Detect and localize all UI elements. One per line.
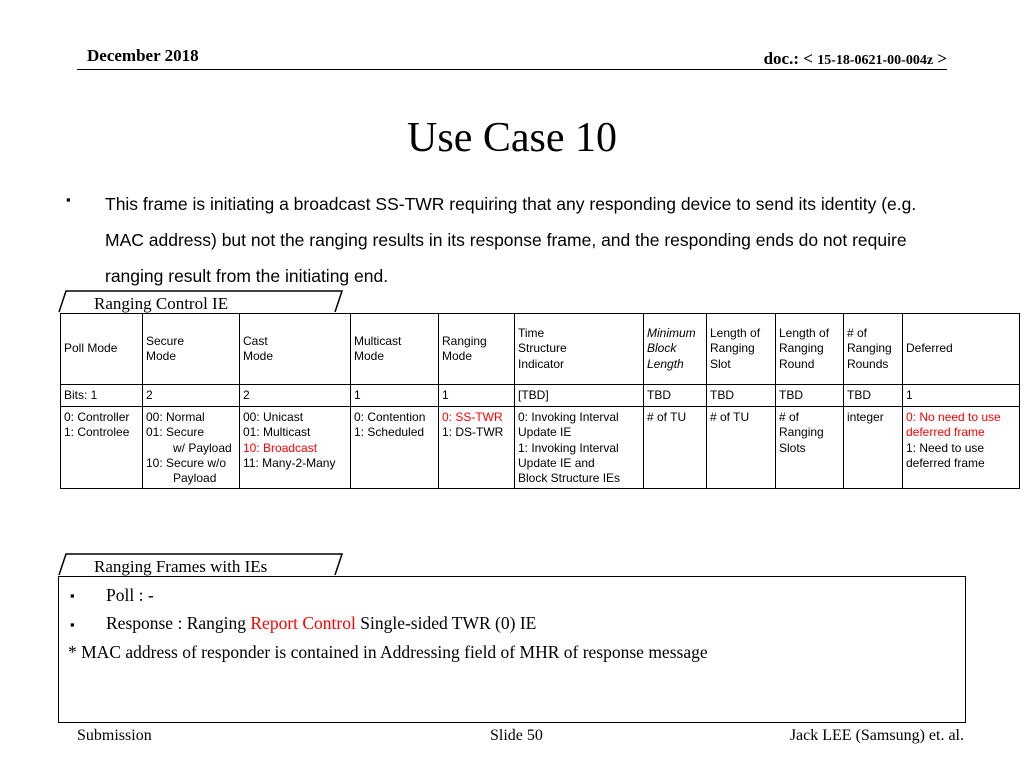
val-time-structure: 0: Invoking Interval Update IE 1: Invoking Interval Update IE and Block Structure IEs xyxy=(515,407,644,489)
doc-suffix: > xyxy=(937,49,947,68)
bullet-square-icon: ▪ xyxy=(70,617,75,632)
mac-note: * MAC address of responder is contained in Addressing field of MHR of response message xyxy=(68,642,708,662)
ranging-frames-tab xyxy=(58,553,348,576)
col-length-ranging-round: Length of Ranging Round xyxy=(776,314,844,385)
ranging-frames-label: Ranging Frames with IEs xyxy=(94,557,268,576)
footer-author: Jack LEE (Samsung) et. al. xyxy=(789,727,964,744)
bullet-square-icon: ▪ xyxy=(66,192,71,207)
bits-cell: TBD xyxy=(644,385,707,407)
response-line: Response : Ranging Report Control Single-sided TWR (0) IE xyxy=(106,613,537,633)
header-row xyxy=(61,314,1020,385)
header-doc-id xyxy=(764,49,947,69)
col-length-ranging-slot: Length of Ranging Slot xyxy=(707,314,776,385)
val-length-ranging-round: # of Ranging Slots xyxy=(776,407,844,489)
val-ranging-mode: 0: SS-TWR 1: DS-TWR xyxy=(439,407,515,489)
val-deferred: 0: No need to use deferred frame 1: Need to use deferred frame xyxy=(903,407,1020,489)
bits-cell: TBD xyxy=(776,385,844,407)
val-secure-mode: 00: Normal 01: Secure w/ Payload 10: Secure w/o Payload xyxy=(143,407,240,489)
bits-cell: TBD xyxy=(844,385,903,407)
ranging-control-ie-label: Ranging Control IE xyxy=(94,294,229,313)
bits-cell: TBD xyxy=(707,385,776,407)
intro-bullet xyxy=(66,186,946,294)
col-secure-mode: Secure Mode xyxy=(143,314,240,385)
header-date: December 2018 xyxy=(87,46,199,65)
bits-row xyxy=(61,385,1020,407)
val-multicast-mode: 0: Contention 1: Scheduled xyxy=(351,407,439,489)
doc-number: 15-18-0621-00-004z xyxy=(817,53,934,68)
ranging-frames-box xyxy=(58,576,966,723)
doc-label: doc.: < xyxy=(763,49,813,68)
val-num-ranging-rounds: integer xyxy=(844,407,903,489)
bits-cell: 1 xyxy=(903,385,1020,407)
col-deferred: Deferred xyxy=(903,314,1020,385)
intro-text: This frame is initiating a broadcast SS-TWR requiring that any responding device to send its identity (e.g. MAC address) but not the ranging results in its response frame, and the responding ends do not require ranging result from the initiating end. xyxy=(105,194,917,286)
col-num-ranging-rounds: # of Ranging Rounds xyxy=(844,314,903,385)
bits-cell: 1 xyxy=(351,385,439,407)
col-cast-mode: Cast Mode xyxy=(240,314,351,385)
val-poll-mode: 0: Controller 1: Controlee xyxy=(61,407,143,489)
poll-line: Poll : - xyxy=(106,585,154,605)
col-multicast-mode: Multicast Mode xyxy=(351,314,439,385)
col-time-structure: Time Structure Indicator xyxy=(515,314,644,385)
col-min-block-length: Minimum Block Length xyxy=(644,314,707,385)
bits-cell: 2 xyxy=(240,385,351,407)
bullet-square-icon: ▪ xyxy=(70,588,75,603)
val-cast-mode: 00: Unicast 01: Multicast 10: Broadcast 11: Many-2-Many xyxy=(240,407,351,489)
val-length-ranging-slot: # of TU xyxy=(707,407,776,489)
col-poll-mode: Poll Mode xyxy=(61,314,143,385)
header-rule xyxy=(77,69,947,70)
slide-title: Use Case 10 xyxy=(407,115,617,161)
ranging-control-ie-table xyxy=(60,313,1020,489)
bits-cell: Bits: 1 xyxy=(61,385,143,407)
bits-cell: 1 xyxy=(439,385,515,407)
bits-cell: 2 xyxy=(143,385,240,407)
ranging-control-ie-tab xyxy=(58,290,348,313)
col-ranging-mode: Ranging Mode xyxy=(439,314,515,385)
val-min-block-length: # of TU xyxy=(644,407,707,489)
report-control-highlight: Report Control xyxy=(250,613,356,633)
footer-submission: Submission xyxy=(77,727,152,744)
footer-slide-number: Slide 50 xyxy=(490,727,543,744)
bits-cell: [TBD] xyxy=(515,385,644,407)
values-row xyxy=(61,407,1020,489)
